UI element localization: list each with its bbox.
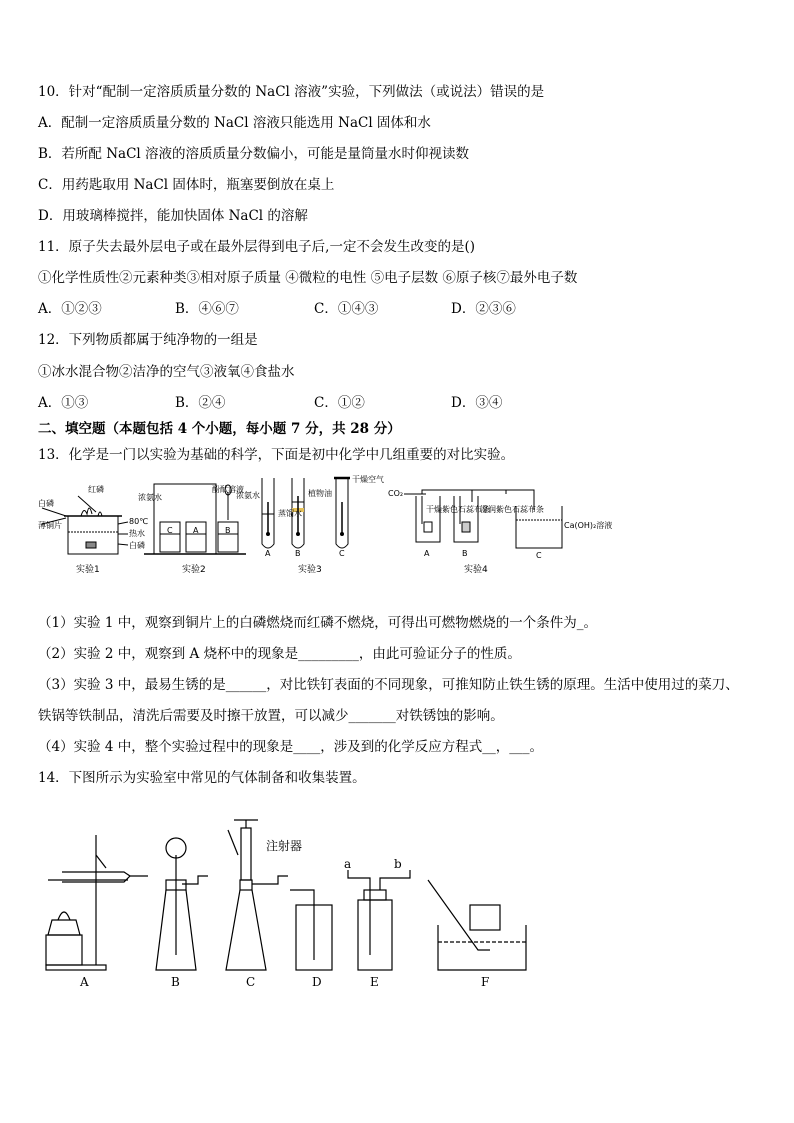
e4-co2-label: CO₂ [388, 489, 404, 498]
e1-white-phosphorus-2-label: 白磷 [129, 541, 145, 550]
q11-option-d: D．②③⑥ [451, 301, 516, 317]
q10-option-b: B．若所配 NaCl 溶液的溶质质量分数偏小，可能是量筒量水时仰视读数 [38, 146, 470, 162]
q14-stem: 14．下图所示为实验室中常见的气体制备和收集装置。 [38, 770, 366, 786]
e2-beaker-c: C [167, 526, 173, 535]
e3-tube-a: A [265, 549, 271, 558]
q10-option-c: C．用药匙取用 NaCl 固体时，瓶塞要倒放在桌上 [38, 177, 335, 193]
e4-beaker-c: C [536, 551, 542, 560]
port-a-label: a [344, 857, 352, 871]
apparatus-a [46, 835, 148, 970]
e3-tube-c: C [339, 549, 345, 558]
experiment-3-apparatus [262, 478, 350, 548]
q11-option-b: B．④⑥⑦ [175, 301, 239, 317]
e4-bottle-b: B [462, 549, 468, 558]
q11-option-a: A．①②③ [38, 301, 102, 317]
e2-beaker-b: B [225, 526, 231, 535]
syringe-label: 注射器 [266, 839, 303, 853]
e1-white-phosphorus-label: 白磷 [38, 499, 54, 508]
q12-option-b: B．②④ [175, 395, 226, 411]
e4-caption: 实验4 [464, 565, 488, 575]
q13-part-4: （4）实验 4 中，整个实验过程中的现象是____，涉及到的化学反应方程式__，___。 [38, 739, 544, 755]
e2-beaker-a: A [193, 526, 199, 535]
q10-option-a: A．配制一定溶质质量分数的 NaCl 溶液只能选用 NaCl 固体和水 [38, 115, 431, 131]
e4-dry-strip-label: 干燥紫色石蕊布条 [426, 505, 490, 514]
apparatus-b [156, 838, 208, 970]
e3-tube-b: B [295, 549, 301, 558]
label-a: A [80, 975, 89, 989]
e3-dry-air-label: 干燥空气 [352, 475, 384, 484]
q11-items: ①化学性质性②元素种类③相对原子质量 ④微粒的电性 ⑤电子层数 ⑥原子核⑦最外电子数 [38, 270, 578, 286]
q11-option-c: C．①④③ [314, 301, 379, 317]
q12-option-a: A．①③ [38, 395, 89, 411]
section-title: 二、填空题（本题包括 4 个小题，每小题 7 分，共 28 分） [38, 421, 401, 437]
q11-stem: 11．原子失去最外层电子或在最外层得到电子后,一定不会发生改变的是() [38, 239, 476, 255]
q13-part-3a: （3）实验 3 中，最易生锈的是______，对比铁钉表面的不同现象，可推知防止铁生锈的原理。生活中使用过的菜刀、 [38, 677, 739, 693]
label-b: B [171, 975, 180, 989]
q12-option-c: C．①② [314, 395, 365, 411]
e2-caption: 实验2 [182, 565, 206, 575]
label-d: D [312, 975, 322, 989]
e2-dropper-label: 浓氨水 [236, 491, 260, 500]
e4-bottle-a: A [424, 549, 430, 558]
e2-phenolphthalein-label: 酚酞溶液 [212, 485, 244, 494]
label-c: C [246, 975, 256, 989]
e4-wet-strip-label: 湿润紫色石蕊布条 [480, 505, 544, 514]
q14-figure [38, 810, 538, 995]
experiment-4-apparatus [404, 490, 562, 548]
e1-caption: 实验1 [76, 565, 100, 575]
e1-red-phosphorus-label: 红磷 [88, 485, 104, 494]
q10-stem: 10．针对“配制一定溶质质量分数的 NaCl 溶液”实验，下列做法（或说法）错误的是 [38, 84, 545, 100]
q12-option-d: D．③④ [451, 395, 503, 411]
q13-part-1: （1）实验 1 中，观察到铜片上的白磷燃烧而红磷不燃烧，可得出可燃物燃烧的一个条件为_。 [38, 615, 598, 631]
q13-stem: 13．化学是一门以实验为基础的科学，下面是初中化学中几组重要的对比实验。 [38, 447, 515, 463]
e3-water-label: 蒸馏水 [278, 509, 302, 518]
q12-stem: 12．下列物质都属于纯净物的一组是 [38, 332, 258, 348]
e3-caption: 实验3 [298, 565, 322, 575]
apparatus-f [428, 880, 526, 970]
apparatus-d [290, 890, 332, 970]
q10-option-d: D．用玻璃棒搅拌，能加快固体 NaCl 的溶解 [38, 208, 308, 224]
e4-solution-label: Ca(OH)₂溶液 [564, 521, 613, 530]
e2-ammonia-label: 浓氨水 [138, 493, 162, 502]
apparatus-e [348, 870, 410, 970]
port-b-label: b [394, 857, 402, 871]
e1-hot-water-label: 热水 [129, 529, 145, 538]
q12-items: ①冰水混合物②洁净的空气③液氧④食盐水 [38, 364, 295, 380]
q13-part-2: （2）实验 2 中，观察到 A 烧杯中的现象是_________，由此可验证分子的性质。 [38, 646, 521, 662]
label-e: E [370, 975, 379, 989]
q13-figure [36, 472, 636, 582]
e1-copper-label: 薄铜片 [38, 521, 62, 530]
label-f: F [481, 975, 490, 989]
q13-part-3b: 铁锅等铁制品，清洗后需要及时擦干放置，可以减少_______对铁锈蚀的影响。 [38, 708, 504, 724]
e3-oil-label: 植物油 [308, 489, 332, 498]
e1-temp-label: 80℃ [129, 517, 149, 526]
